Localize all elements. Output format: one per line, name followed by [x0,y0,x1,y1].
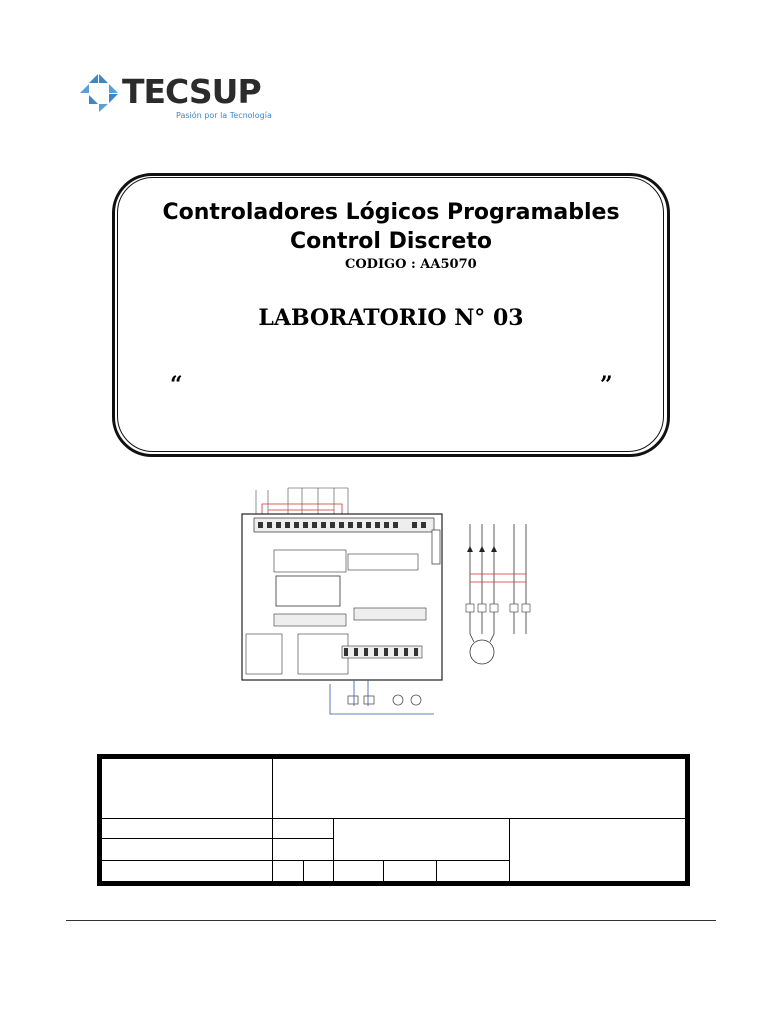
table-cell [272,860,304,882]
table-cell [333,860,384,882]
table-cell [303,860,334,882]
table-cell [101,860,273,882]
table-cell [272,818,334,839]
table-cell [509,818,686,882]
table-cell [333,818,510,861]
table-cell [101,838,273,861]
logo-tagline: Pasión por la Tecnología [176,111,272,120]
quote-open: “ [170,372,183,398]
table-cell [272,838,334,861]
table-cell [272,758,686,819]
course-subtitle: Control Discreto [290,229,492,254]
course-title: Controladores Lógicos Programables [162,200,620,225]
table-cell [383,860,437,882]
plc-wiring-diagram-icon [238,484,538,722]
footer-rule [66,920,716,921]
quote-close: ” [600,372,613,398]
tecsup-mark-icon [78,72,120,114]
document-info-table [97,754,690,886]
logo-wordmark: TECSUP [122,72,261,111]
lab-number: LABORATORIO N° 03 [258,305,524,331]
table-cell [101,818,273,839]
table-cell [436,860,510,882]
tecsup-logo [78,68,278,126]
table-cell [101,758,273,819]
course-code: CODIGO : AA5070 [345,257,477,272]
